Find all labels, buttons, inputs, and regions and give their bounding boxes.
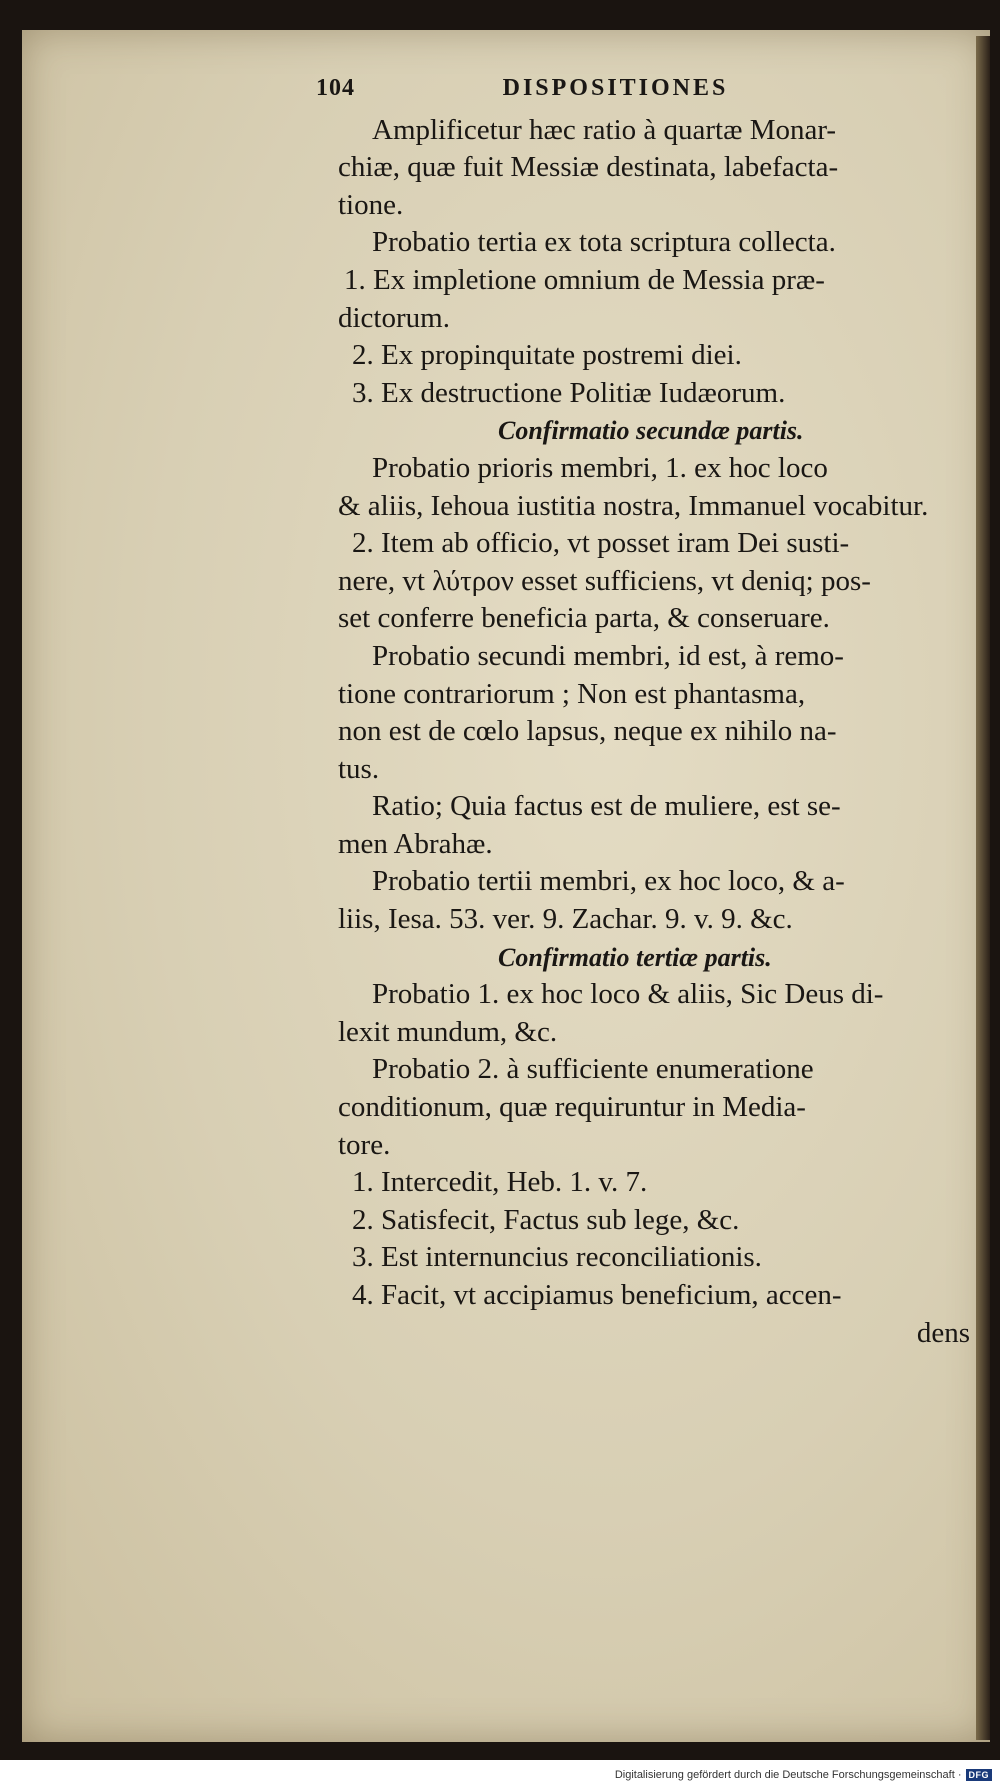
text-line: 1. Intercedit, Heb. 1. v. 7. [352,1166,648,1199]
text-line: 4. Facit, vt accipiamus beneficium, accen- [352,1279,842,1311]
text-line: Probatio secundi membri, id est, à remo- [372,639,844,672]
text-line: Ratio; Quia factus est de muliere, est se- [372,790,841,823]
text-line: Probatio prioris membri, 1. ex hoc loco [372,451,828,484]
text-lines [338,112,978,1353]
text-line: 2. Satisfecit, Factus sub lege, &c. [352,1203,740,1236]
text-line: 2. Item ab officio, vt posset iram Dei susti- [352,527,850,560]
text-line: men Abrahæ. [338,827,493,860]
text-line: Probatio 2. à sufficiente enumeratione [372,1053,814,1086]
text-line: Confirmatio tertiæ partis. [498,942,772,972]
text-line: Amplificetur hæc ratio à quartæ Monar- [372,113,837,146]
text-line: tione contrariorum ; Non est phantasma, [338,677,806,710]
text-line: lexit mundum, &c. [338,1015,558,1048]
text-line: conditionum, quæ requiruntur in Media- [338,1091,806,1124]
text-line: 3. Est internuncius reconciliationis. [352,1241,762,1274]
text-line: non est de cœlo lapsus, neque ex nihilo na- [338,715,837,748]
text-line: liis, Iesa. 53. ver. 9. Zachar. 9. v. 9. &c. [338,903,793,936]
text-line: tore. [338,1128,391,1161]
text-line: tione. [338,188,404,221]
text-line: 1. Ex impletione omnium de Messia præ- [344,263,825,296]
text-line: tus. [338,752,380,785]
text-line: dens [916,1316,970,1349]
text-line: Probatio tertia ex tota scriptura collecta. [372,226,836,259]
page-edge [976,36,990,1740]
text-line: Confirmatio secundæ partis. [498,416,804,446]
text-line: Probatio 1. ex hoc loco & aliis, Sic Deus di- [372,978,884,1011]
text-line: set conferre beneficia parta, & conseruare. [338,602,830,635]
text-line: 2. Ex propinquitate postremi diei. [352,339,742,372]
text-line: 3. Ex destructione Politiæ Iudæorum. [352,376,786,409]
text-line: Probatio tertii membri, ex hoc loco, & a- [372,865,845,898]
page-text [316,70,978,1352]
footer-credit [615,1769,992,1781]
footer-text: Digitalisierung gefördert durch die Deutsche Forschungsgemeinschaft · [614,1769,962,1781]
dfg-logo: DFG [966,1769,993,1781]
page-number: 104 [316,75,355,101]
running-header [316,70,876,108]
text-line: dictorum. [338,301,450,334]
running-title: DISPOSITIONES [502,75,729,101]
text-line: chiæ, quæ fuit Messiæ destinata, labefacta- [338,151,839,184]
text-line: nere, vt λύτρον esset sufficiens, vt deniq; pos- [338,564,871,597]
text-line: & aliis, Iehoua iustitia nostra, Immanuel vocabitur. [338,489,929,522]
